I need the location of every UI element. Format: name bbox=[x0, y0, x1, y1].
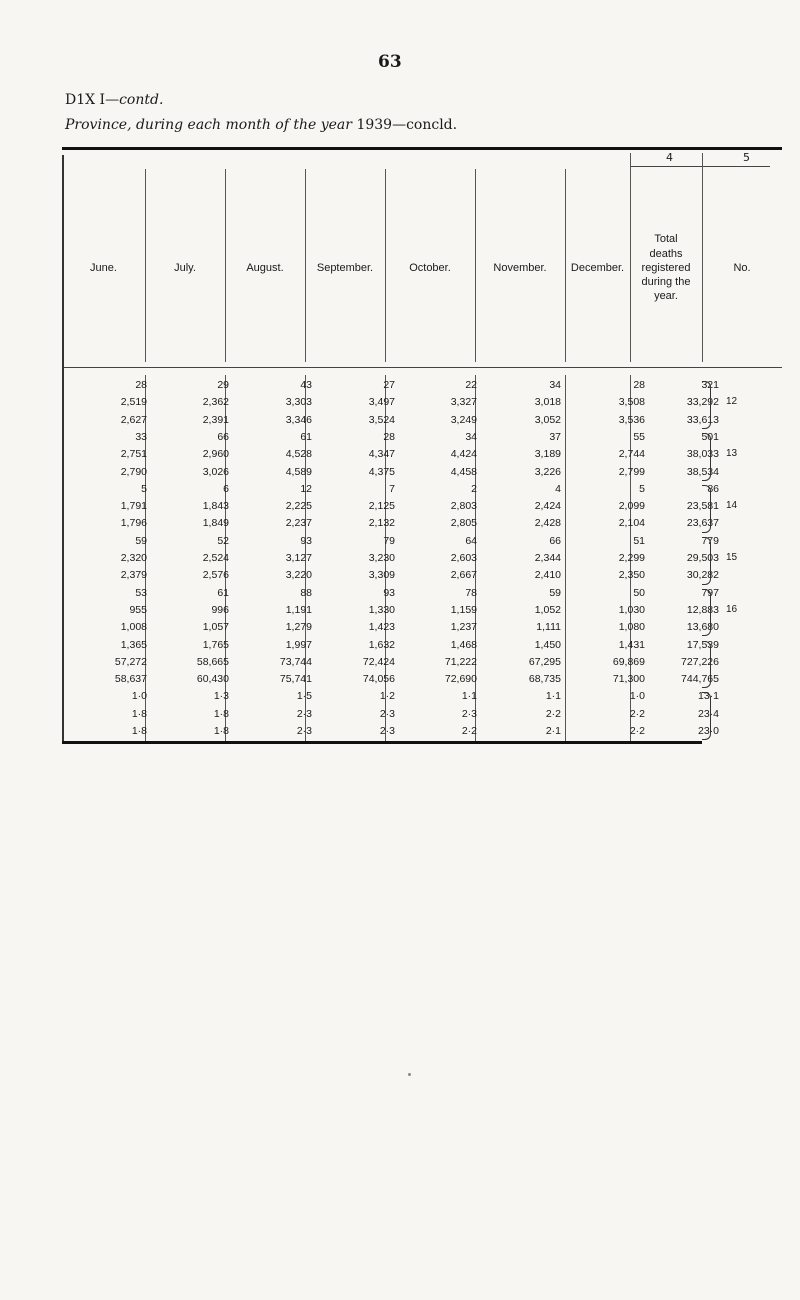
cell-december: 1,030 bbox=[618, 603, 645, 616]
header-june: June. bbox=[90, 261, 117, 274]
cell-total: 779 bbox=[701, 534, 719, 547]
cell-june: 2,627 bbox=[120, 413, 147, 426]
column-rule bbox=[305, 169, 306, 362]
cell-november: 67,295 bbox=[528, 655, 561, 668]
cell-june: 1,791 bbox=[120, 500, 147, 513]
cell-june: 2,519 bbox=[120, 396, 147, 409]
cell-november: 2,344 bbox=[534, 552, 561, 564]
cell-september: 27 bbox=[383, 379, 395, 391]
cell-december: 51 bbox=[633, 534, 645, 547]
row-group-brace bbox=[702, 433, 711, 481]
cell-july: 2,576 bbox=[202, 569, 229, 582]
bottom-rule bbox=[62, 741, 702, 744]
cell-august: 3,127 bbox=[285, 552, 312, 564]
cell-september: 72,424 bbox=[362, 655, 395, 668]
cell-august: 3,303 bbox=[285, 396, 312, 409]
cell-october: 4,424 bbox=[450, 448, 477, 461]
section-suffix: —contd. bbox=[105, 92, 164, 108]
row-group-brace bbox=[702, 381, 711, 429]
cell-december: 1·0 bbox=[629, 690, 645, 703]
section-heading bbox=[65, 92, 163, 108]
cell-november: 3,189 bbox=[534, 448, 561, 461]
cell-july: 61 bbox=[217, 586, 229, 599]
cell-december: 71,300 bbox=[612, 673, 645, 686]
cell-november: 3,052 bbox=[534, 413, 561, 426]
cell-september: 74,056 bbox=[362, 673, 395, 686]
cell-september: 1,632 bbox=[368, 638, 395, 651]
cell-june: 1·0 bbox=[131, 690, 147, 703]
cell-november: 66 bbox=[549, 534, 561, 547]
caption-suffix: —concld. bbox=[392, 117, 458, 133]
column-number-5: 5 bbox=[743, 151, 750, 164]
cell-november: 59 bbox=[549, 586, 561, 599]
cell-june: 1·8 bbox=[131, 725, 147, 737]
cell-october: 71,222 bbox=[444, 655, 477, 668]
cell-total: 727,226 bbox=[681, 655, 719, 668]
cell-total: 86 bbox=[707, 482, 719, 495]
cell-december: 50 bbox=[633, 586, 645, 599]
cell-june: 5 bbox=[141, 482, 147, 495]
cell-july: 3,026 bbox=[202, 465, 229, 478]
cell-june: 1,796 bbox=[120, 517, 147, 530]
header-december: December. bbox=[570, 261, 625, 274]
group-number: 12 bbox=[726, 396, 738, 408]
caption-year: 1939 bbox=[356, 117, 393, 133]
cell-total: 23,581 bbox=[686, 500, 719, 513]
cell-june: 955 bbox=[129, 603, 147, 616]
cell-june: 1,008 bbox=[120, 621, 147, 634]
group-number: 13 bbox=[726, 448, 738, 460]
cell-november: 1,052 bbox=[534, 603, 561, 616]
cell-october: 1,237 bbox=[450, 621, 477, 634]
cell-september: 4,375 bbox=[368, 465, 395, 478]
cell-november: 3,018 bbox=[534, 396, 561, 409]
column-rule bbox=[565, 169, 566, 362]
header-number: No. bbox=[733, 261, 751, 274]
cell-october: 2,603 bbox=[450, 552, 477, 564]
cell-june: 1·8 bbox=[131, 707, 147, 720]
cell-december: 69,869 bbox=[612, 655, 645, 668]
cell-september: 1,330 bbox=[368, 603, 395, 616]
cell-september: 2,132 bbox=[368, 517, 395, 530]
cell-october: 3,327 bbox=[450, 396, 477, 409]
cell-november: 1,450 bbox=[534, 638, 561, 651]
cell-december: 2,799 bbox=[618, 465, 645, 478]
statistics-table bbox=[62, 147, 782, 744]
header-july: July. bbox=[174, 261, 196, 274]
cell-total: 12,883 bbox=[686, 603, 719, 616]
cell-total: 30,282 bbox=[686, 569, 719, 582]
column-rule bbox=[145, 169, 146, 362]
cell-june: 53 bbox=[135, 586, 147, 599]
cell-total: 13,680 bbox=[686, 621, 719, 634]
cell-september: 28 bbox=[383, 430, 395, 443]
cell-october: 34 bbox=[465, 430, 477, 443]
cell-total: 744,765 bbox=[681, 673, 719, 686]
cell-november: 2,424 bbox=[534, 500, 561, 513]
cell-june: 59 bbox=[135, 534, 147, 547]
cell-total: 797 bbox=[701, 586, 719, 599]
cell-june: 58,637 bbox=[114, 673, 147, 686]
group-number: 15 bbox=[726, 552, 738, 563]
cell-december: 2·2 bbox=[629, 707, 645, 720]
cell-july: 66 bbox=[217, 430, 229, 443]
cell-june: 2,379 bbox=[120, 569, 147, 582]
stray-mark bbox=[408, 1073, 411, 1076]
cell-december: 2,744 bbox=[618, 448, 645, 461]
cell-july: 2,362 bbox=[202, 396, 229, 409]
table-caption bbox=[65, 117, 457, 133]
cell-june: 2,320 bbox=[120, 552, 147, 564]
cell-august: 4,528 bbox=[285, 448, 312, 461]
cell-august: 2,225 bbox=[285, 500, 312, 513]
cell-august: 43 bbox=[300, 379, 312, 391]
cell-august: 2,237 bbox=[285, 517, 312, 530]
cell-november: 2,428 bbox=[534, 517, 561, 530]
column-rule bbox=[225, 169, 226, 362]
page-number: 63 bbox=[378, 52, 402, 72]
cell-july: 1,849 bbox=[202, 517, 229, 530]
cell-august: 1,997 bbox=[285, 638, 312, 651]
cell-total: 38,534 bbox=[686, 465, 719, 478]
group-number: 16 bbox=[726, 603, 738, 615]
cell-october: 4,458 bbox=[450, 465, 477, 478]
cell-august: 75,741 bbox=[279, 673, 312, 686]
row-group-brace bbox=[702, 537, 711, 585]
cell-december: 3,536 bbox=[618, 413, 645, 426]
cell-september: 2·3 bbox=[379, 725, 395, 737]
cell-november: 2·2 bbox=[545, 707, 561, 720]
cell-july: 60,430 bbox=[196, 673, 229, 686]
cell-july: 1,843 bbox=[202, 500, 229, 513]
cell-september: 3,524 bbox=[368, 413, 395, 426]
cell-june: 57,272 bbox=[114, 655, 147, 668]
cell-total: 23·0 bbox=[697, 725, 719, 737]
cell-october: 2,805 bbox=[450, 517, 477, 530]
cell-september: 7 bbox=[389, 482, 395, 495]
cell-september: 1·2 bbox=[379, 690, 395, 703]
header-august: August. bbox=[246, 261, 284, 274]
cell-total: 23·4 bbox=[697, 707, 719, 720]
cell-october: 2·3 bbox=[461, 707, 477, 720]
cell-august: 1,191 bbox=[285, 603, 312, 616]
cell-september: 3,309 bbox=[368, 569, 395, 582]
cell-october: 2 bbox=[471, 482, 477, 495]
cell-august: 2·3 bbox=[296, 707, 312, 720]
header-total-deaths: Total deaths registered during the year. bbox=[641, 233, 691, 303]
cell-total: 23,637 bbox=[686, 517, 719, 530]
cell-october: 2·2 bbox=[461, 725, 477, 737]
cell-november: 3,226 bbox=[534, 465, 561, 478]
cell-total: 33,292 bbox=[686, 396, 719, 409]
header-october: October. bbox=[409, 261, 451, 274]
cell-september: 93 bbox=[383, 586, 395, 599]
cell-december: 28 bbox=[633, 379, 645, 391]
top-rule bbox=[62, 147, 782, 150]
cell-november: 37 bbox=[549, 430, 561, 443]
cell-december: 55 bbox=[633, 430, 645, 443]
cell-august: 3,346 bbox=[285, 413, 312, 426]
cell-july: 2,960 bbox=[202, 448, 229, 461]
cell-october: 78 bbox=[465, 586, 477, 599]
cell-december: 2,350 bbox=[618, 569, 645, 582]
cell-december: 5 bbox=[639, 482, 645, 495]
cell-november: 2·1 bbox=[545, 725, 561, 737]
cell-december: 1,431 bbox=[618, 638, 645, 651]
header-september: September. bbox=[316, 261, 374, 274]
cell-july: 1,057 bbox=[202, 621, 229, 634]
cell-total: 38,033 bbox=[686, 448, 719, 461]
cell-september: 79 bbox=[383, 534, 395, 547]
cell-november: 2,410 bbox=[534, 569, 561, 582]
cell-november: 68,735 bbox=[528, 673, 561, 686]
column-rule bbox=[702, 153, 703, 362]
row-group-brace bbox=[702, 692, 711, 740]
cell-total: 501 bbox=[701, 430, 719, 443]
cell-october: 22 bbox=[465, 379, 477, 391]
cell-june: 2,751 bbox=[120, 448, 147, 461]
cell-july: 2,524 bbox=[202, 552, 229, 564]
cell-october: 1·1 bbox=[461, 690, 477, 703]
cell-august: 61 bbox=[300, 430, 312, 443]
cell-september: 3,497 bbox=[368, 396, 395, 409]
cell-september: 2·3 bbox=[379, 707, 395, 720]
cell-june: 28 bbox=[135, 379, 147, 391]
cell-july: 1·3 bbox=[213, 690, 229, 703]
cell-august: 73,744 bbox=[279, 655, 312, 668]
cell-june: 33 bbox=[135, 430, 147, 443]
cell-august: 2·3 bbox=[296, 725, 312, 737]
cell-july: 996 bbox=[211, 603, 229, 616]
cell-october: 3,249 bbox=[450, 413, 477, 426]
cell-december: 2,104 bbox=[618, 517, 645, 530]
header-rule bbox=[62, 367, 782, 368]
cell-august: 93 bbox=[300, 534, 312, 547]
column-rule bbox=[475, 169, 476, 362]
cell-august: 88 bbox=[300, 586, 312, 599]
cell-october: 2,803 bbox=[450, 500, 477, 513]
row-group-brace bbox=[702, 589, 711, 637]
cell-october: 1,468 bbox=[450, 638, 477, 651]
cell-december: 2,299 bbox=[618, 552, 645, 564]
cell-november: 1·1 bbox=[545, 690, 561, 703]
cell-june: 1,365 bbox=[120, 638, 147, 651]
cell-august: 3,220 bbox=[285, 569, 312, 582]
cell-august: 1,279 bbox=[285, 621, 312, 634]
cell-august: 4,589 bbox=[285, 465, 312, 478]
cell-november: 4 bbox=[555, 482, 561, 495]
cell-december: 1,080 bbox=[618, 621, 645, 634]
cell-september: 1,423 bbox=[368, 621, 395, 634]
cell-july: 29 bbox=[217, 379, 229, 391]
cell-july: 6 bbox=[223, 482, 229, 495]
cell-december: 2,099 bbox=[618, 500, 645, 513]
column-number-rule bbox=[630, 166, 770, 167]
column-number-4: 4 bbox=[666, 151, 673, 164]
section-code: D1X I bbox=[65, 92, 106, 108]
cell-september: 3,230 bbox=[368, 552, 395, 564]
cell-august: 1·5 bbox=[296, 690, 312, 703]
cell-december: 3,508 bbox=[618, 396, 645, 409]
cell-july: 1·8 bbox=[213, 707, 229, 720]
cell-october: 1,159 bbox=[450, 603, 477, 616]
column-rule bbox=[565, 375, 566, 741]
cell-september: 4,347 bbox=[368, 448, 395, 461]
cell-september: 2,125 bbox=[368, 500, 395, 513]
cell-november: 34 bbox=[549, 379, 561, 391]
cell-july: 1,765 bbox=[202, 638, 229, 651]
column-rule bbox=[385, 169, 386, 362]
cell-july: 1·8 bbox=[213, 725, 229, 737]
row-group-brace bbox=[702, 641, 711, 689]
cell-december: 2·2 bbox=[629, 725, 645, 737]
cell-july: 2,391 bbox=[202, 413, 229, 426]
cell-total: 17,539 bbox=[686, 638, 719, 651]
group-number: 14 bbox=[726, 500, 738, 512]
cell-total: 321 bbox=[701, 379, 719, 391]
cell-total: 33,613 bbox=[686, 413, 719, 426]
cell-total: 29,503 bbox=[686, 552, 719, 564]
caption-prefix: Province, during each month of the year bbox=[65, 117, 352, 133]
cell-october: 72,690 bbox=[444, 673, 477, 686]
cell-july: 58,665 bbox=[196, 655, 229, 668]
header-november: November. bbox=[493, 261, 547, 274]
column-rule bbox=[630, 153, 631, 362]
cell-october: 2,667 bbox=[450, 569, 477, 582]
cell-october: 64 bbox=[465, 534, 477, 547]
cell-july: 52 bbox=[217, 534, 229, 547]
cell-june: 2,790 bbox=[120, 465, 147, 478]
cell-august: 12 bbox=[300, 482, 312, 495]
cell-total: 13·1 bbox=[697, 690, 719, 703]
cell-november: 1,111 bbox=[536, 621, 561, 634]
row-group-brace bbox=[702, 485, 711, 533]
